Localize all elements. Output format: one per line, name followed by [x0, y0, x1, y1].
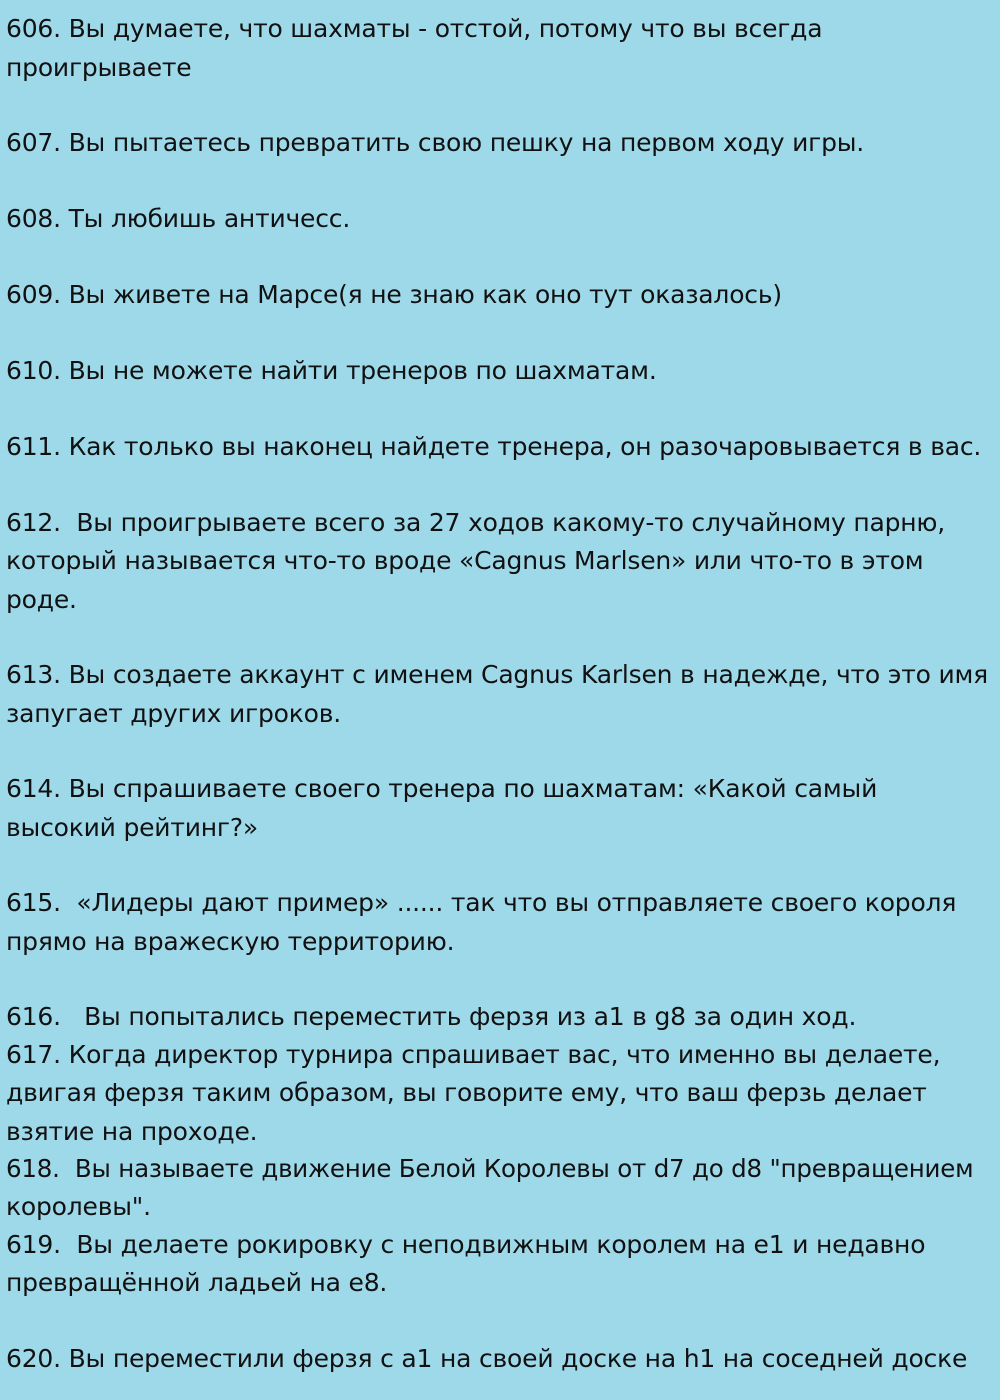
item-613-line-1: 613. Вы создаете аккаунт с именем Cagnus Karlsen в надежде, что это имя	[6, 660, 989, 689]
item-610-line-1: 610. Вы не можете найти тренеров по шахматам.	[6, 356, 657, 385]
item-614-line-2: высокий рейтинг?»	[6, 813, 259, 842]
item-612-line-2: который называется что-то вроде «Cagnus Marlsen» или что-то в этом	[6, 546, 924, 575]
item-609-line-1: 609. Вы живете на Марсе(я не знаю как оно тут оказалось)	[6, 280, 782, 309]
item-612-line-1: 612. Вы проигрываете всего за 27 ходов какому-то случайному парню,	[6, 508, 945, 537]
item-607-line-1: 607. Вы пытаетесь превратить свою пешку на первом ходу игры.	[6, 128, 865, 157]
item-618-line-2: королевы".	[6, 1192, 151, 1221]
item-620-line-1: 620. Вы переместили ферзя с a1 на своей доске на h1 на соседней доске	[6, 1344, 968, 1373]
item-606-line-2: проигрываете	[6, 53, 192, 82]
item-613-line-2: запугает других игроков.	[6, 699, 341, 728]
item-616-line-1: 616. Вы попытались переместить ферзя из a1 в g8 за один ход.	[6, 1002, 857, 1031]
item-606-line-1: 606. Вы думаете, что шахматы - отстой, потому что вы всегда	[6, 14, 823, 43]
item-615-line-2: прямо на вражескую территорию.	[6, 927, 455, 956]
item-615-line-1: 615. «Лидеры дают пример» ...... так что вы отправляете своего короля	[6, 888, 957, 917]
item-619-line-1: 619. Вы делаете рокировку с неподвижным королем на e1 и недавно	[6, 1230, 926, 1259]
item-617-line-1: 617. Когда директор турнира спрашивает вас, что именно вы делаете,	[6, 1040, 941, 1069]
item-612-line-3: роде.	[6, 585, 77, 614]
item-614-line-1: 614. Вы спрашиваете своего тренера по шахматам: «Какой самый	[6, 774, 878, 803]
item-618-line-1: 618. Вы называете движение Белой Королевы от d7 до d8 "превращением	[6, 1154, 974, 1183]
item-608-line-1: 608. Ты любишь античесс.	[6, 204, 351, 233]
item-611-line-1: 611. Как только вы наконец найдете тренера, он разочаровывается в вас.	[6, 432, 982, 461]
item-617-line-3: взятие на проходе.	[6, 1117, 258, 1146]
item-617-line-2: двигая ферзя таким образом, вы говорите ему, что ваш ферзь делает	[6, 1078, 927, 1107]
item-619-line-2: превращённой ладьей на e8.	[6, 1268, 388, 1297]
